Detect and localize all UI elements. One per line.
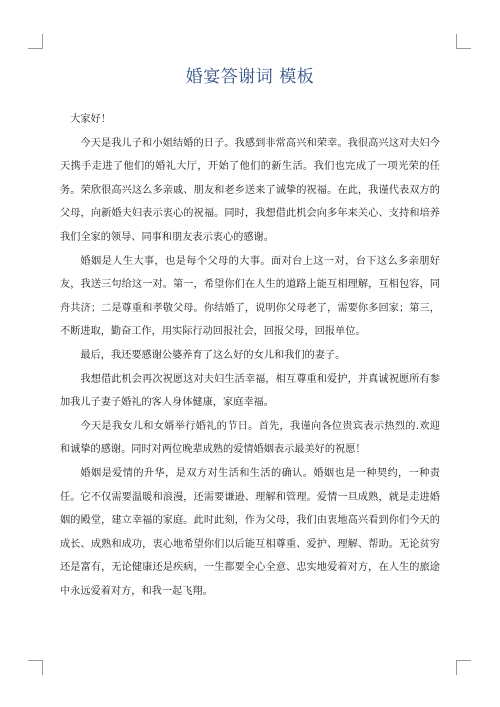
document-body bbox=[60, 108, 440, 603]
paragraph-6: 婚姻是爱情的升华，是双方对生活和生活的确认。婚姻也是一种契约，一种责任。它不仅需要温暖和浪漫，还需要谦逊、理解和管理。爱情一旦成熟，就是走进婚姻的殿堂，建立幸福的家庭。此时此刻，作为父母，我们由衷地高兴看到你们今天的成长、成熟和成功，衷心地希望你们以后能互相尊重、爱护、理解、帮助。无论贫穷还是富有，无论健康还是疾病，一生都要全心全意、忠实地爱着对方，在人生的旅途中永远爱着对方，和我一起飞翔。 bbox=[60, 467, 440, 597]
greeting: 大家好！ bbox=[70, 114, 111, 125]
crop-mark-bottom-left bbox=[28, 660, 43, 675]
paragraph-3: 最后，我还要感谢公婆养育了这么好的女儿和我们的妻子。 bbox=[80, 349, 346, 361]
paragraph-4: 我想借此机会再次祝愿这对夫妇生活幸福，相互尊重和爱护，并真诚祝愿所有参加我儿子妻子婚礼的客人身体健康，家庭幸福。 bbox=[60, 373, 440, 409]
crop-mark-top-right bbox=[456, 34, 471, 49]
document-title: 婚宴答谢词 模板 bbox=[185, 67, 315, 87]
crop-mark-bottom-right bbox=[456, 660, 471, 675]
paragraph-2: 婚姻是人生大事，也是每个父母的大事。面对台上这一对，台下这么多亲朋好友，我送三句给这一对。第一，希望你们在人生的道路上能互相理解，互相包容，同舟共济；二是尊重和孝敬父母。你结婚了，说明你父母老了，需要你多回家；第三，不断进取，勤奋工作，用实际行动回报社会，回报父母，回报单位。 bbox=[60, 255, 440, 338]
paragraph-5: 今天是我女儿和女婿举行婚礼的节日。首先，我谨向各位贵宾表示热烈的.欢迎和诚挚的感谢。同时对两位晚辈成熟的爱情婚姻表示最美好的祝愿！ bbox=[60, 420, 440, 456]
paragraph-1: 今天是我儿子和小姐结婚的日子。我感到非常高兴和荣幸。我很高兴这对夫妇今天携手走进了他们的婚礼大厅，开始了他们的新生活。我们也完成了一项光荣的任务。荣欣很高兴这么多亲戚、朋友和老乡送来了诚挚的祝福。在此，我谨代表双方的父母，向新婚夫妇表示衷心的祝福。同时，我想借此机会向多年来关心、支持和培养我们全家的领导、同事和朋友表示衷心的感谢。 bbox=[60, 137, 440, 243]
crop-mark-top-left bbox=[28, 34, 43, 49]
